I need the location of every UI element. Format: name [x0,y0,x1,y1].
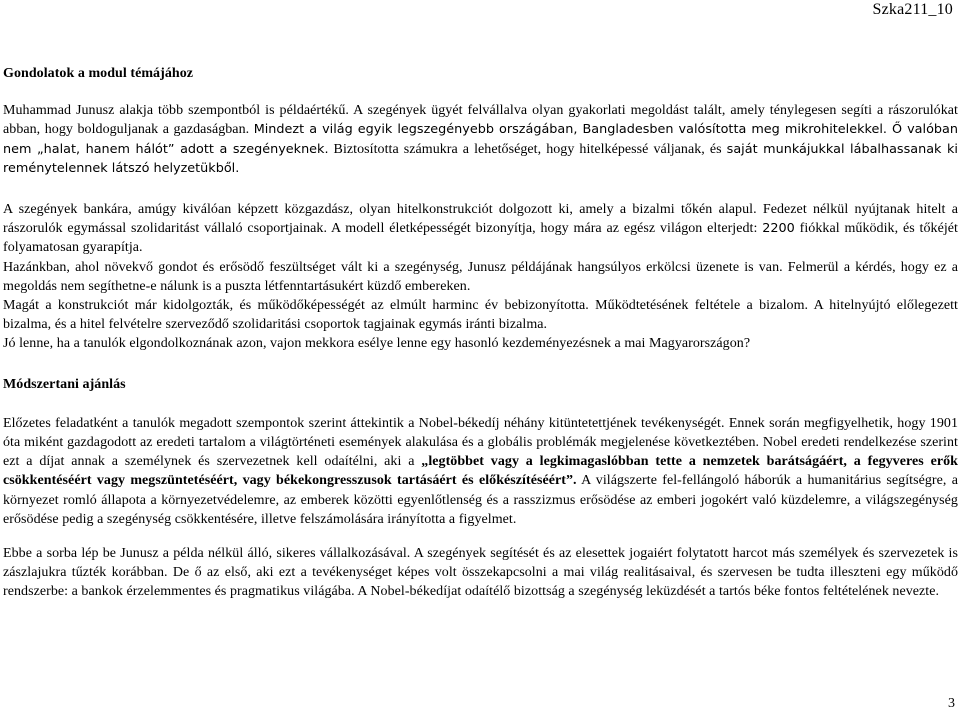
paragraph-junusz: Ebbe a sorba lép be Junusz a példa nélkül álló, sikeres vállalkozásával. A szegények segítését és az elesettek jogaiért folytatott harcot más személyek és szervezetek is zászlajukra tűzték korábban. De ő az első, aki ezt a tevékenységet képes volt összekapcsolni a mai világ realitásaival, és szervesen be tudta illeszteni egy működő rendszerbe: a bankok érzelemmentes és pragmatikus világába. A Nobel-békedíjat odaítélő bizottság a szegénység leküzdését a tartós béke fontos feltételének nevezte. [3,546,958,600]
intro-text-a: Muhammad Junusz alakja több szempontból is példaértékű. A szegények ügyét felvállalva olyan gyakorlati megoldást talált, amely ténylegesen segíti a rászorulókat abban, hogy boldoguljanak a gazdaságban. [3,103,958,138]
page-content [3,64,958,602]
document-code: Szka211_10 [872,1,953,18]
page-number: 3 [948,696,955,711]
nobel-text-c: A világszerte fel-fellángoló háborúk a humanitárius segítségre, a környezet romló állapota a környezetvédelemre, az emberek közötti egyenlőtlenség és a rasszizmus erősödése az emberi jogokért való küzdelemre, a világszegénység erősödése pedig a szegénység csökkentésére, illetve felszámolására irányította a figyelmet. [3,473,958,527]
section-title-methodology: Módszertani ajánlás [3,376,126,392]
bank-text-c: fiókkal működik, és tőkéjét folyamatosan gyarapítja. [3,221,959,256]
paragraph-nobel [3,414,958,529]
paragraph-question: Jó lenne, ha a tanulók elgondolkoznának azon, vajon mekkora esélye lenne egy hasonló kezdeményezésnek a mai Magyarországon? [3,336,751,352]
nobel-quote: „legtöbbet vagy a legkimagaslóbban tette a nemzetek barátságáért, a fegyveres erők csökkentéséért vagy megszüntetéséért, vagy békekongresszusok tartásáért és előkészítéséért”. [3,454,958,489]
intro-text-b: Mindezt a világ egyik legszegényebb országában, Bangladesben valósította meg mikrohitelekkel. Ő valóban nem „halat, hanem hálót” adott a szegényeknek. [3,122,958,157]
intro-text-c: Biztosította számukra a lehetőséget, hogy hitelképessé váljanak, és [328,141,727,157]
bank-text-a: A szegények bankára, amúgy kiválóan képzett közgazdász, olyan hitelkonstrukciót dolgozott ki, amely a bizalmi tőkén alapul. Fedezet nélkül nyújtanak hitelt a rászorulók egymással szolidaritást vállaló csoportjainak. A modell életképességét bizonyítja, hogy mára az egész világon elterjedt: [3,202,958,237]
paragraph-intro [3,101,958,178]
nobel-text-a: Előzetes feladatként a tanulók megadott szempontok szerint áttekintik a Nobel-békedíj néhány kitüntetettjének tevékenységét. Ennek során megfigyelhetik, hogy 1901 óta miként gazdagodott az eredeti tartalom a világtörténeti események alakulása és a globális problémák megjelenése következtében. Nobel eredeti rendelkezése szerint ezt a díjat annak a személynek és szervezetnek kell odaítélni, aki a [3,415,958,470]
branch-count: 2200 [762,221,795,237]
intro-text-d: saját munkájukkal lábalhassanak ki reménytelennek látszó helyzetükből. [3,141,958,176]
paragraph-bank [3,200,958,258]
paragraph-hungary: Hazánkban, ahol növekvő gondot és erősödő feszültséget vált ki a szegénység, Junusz példájának hangsúlyos erkölcsi üzenete is van. Felmerül a kérdés, hogy ez a megoldás nem segíthetne-e nálunk is a puszta létfenntartásukért küzdő embereken. [3,259,958,294]
section-title-thoughts: Gondolatok a modul témájához [3,66,194,81]
paragraph-construction: Magát a konstrukciót már kidolgozták, és működőképességét az elmúlt harminc év bebizonyította. Működtetésének feltétele a bizalom. A hitelnyújtó előlegezett bizalma, és a hitel felvételre szerveződő szolidaritási csoportok tagjainak egymás iránti bizalma. [3,298,958,333]
